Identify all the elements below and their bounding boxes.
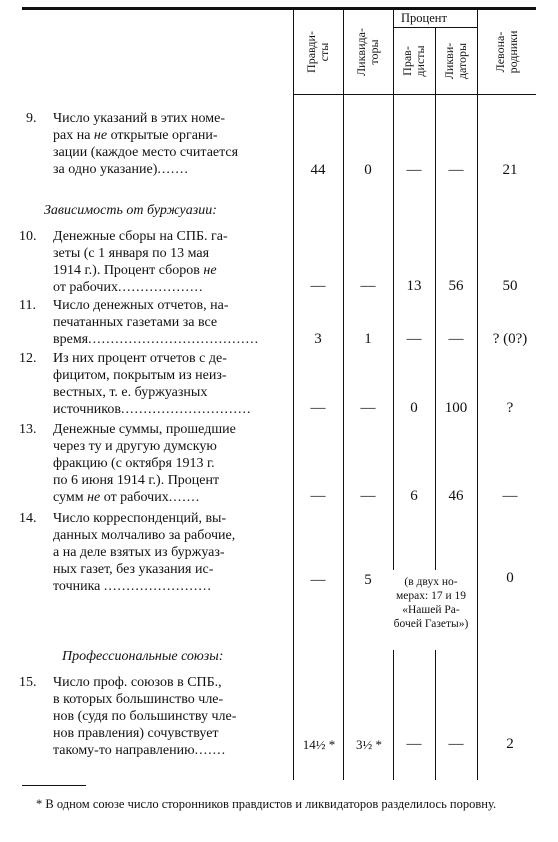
row-text-line: Число проф. союзов в СПБ., xyxy=(53,675,222,690)
row-text-line: нов правления) сочувствует xyxy=(53,726,219,741)
col-sep-4b xyxy=(435,650,436,780)
row-number: 11. xyxy=(19,298,36,313)
row-text-line: фицитом, покрытым из неиз- xyxy=(53,368,227,383)
header-procent: Процент xyxy=(401,11,447,25)
row-text-line: Из них процент отчетов с де- xyxy=(53,351,227,366)
value-cell: 56 xyxy=(448,278,464,294)
row-text-line: зеты (с 1 января по 13 мая xyxy=(53,246,210,261)
row-text-line: ных газет, без указания ис- xyxy=(53,562,214,577)
value-cell: 1 xyxy=(364,331,372,347)
value-cell: — xyxy=(406,736,422,752)
value-cell: — xyxy=(310,488,326,504)
value-cell: 3½ * xyxy=(356,737,382,752)
value-cell: 5 xyxy=(364,572,372,588)
col-sep-3b xyxy=(393,650,394,780)
header-bottom-rule xyxy=(293,94,536,95)
value-cell: — xyxy=(360,488,376,504)
value-cell: 0 xyxy=(410,400,418,416)
col-sep-2 xyxy=(343,10,344,780)
value-cell: 50 xyxy=(502,278,518,294)
row-text-line: данных молчаливо за рабочие, xyxy=(53,528,236,543)
row-number: 15. xyxy=(19,675,37,690)
row-text-line: время...................................... xyxy=(53,332,260,347)
value-cell: — xyxy=(406,162,422,178)
row-text-line: Денежные сборы на СПБ. га- xyxy=(53,229,228,244)
top-rule xyxy=(22,7,536,10)
row-number: 10. xyxy=(19,229,37,244)
row-text-line: Денежные суммы, прошедшие xyxy=(53,422,236,437)
value-cell: 6 xyxy=(410,488,418,504)
col-sep-5 xyxy=(477,10,478,780)
row-text-line: по 6 июня 1914 г.). Процент xyxy=(53,473,220,488)
value-cell: 44 xyxy=(310,162,326,178)
header-pravdisty: Правди- сты xyxy=(304,31,331,73)
value-cell: — xyxy=(448,162,464,178)
value-cell: — xyxy=(310,400,326,416)
row-text-line: такому-то направлению....... xyxy=(53,743,227,758)
value-cell: 13 xyxy=(406,278,422,294)
value-cell: — xyxy=(448,331,464,347)
row-number: 12. xyxy=(19,351,37,366)
row-text-line: точника ........................ xyxy=(53,579,212,594)
section-heading: Профессиональные союзы: xyxy=(62,649,224,664)
header-procent-pravdisty: Прав- дисты xyxy=(400,45,427,77)
value-cell: — xyxy=(360,400,376,416)
footnote: * В одном союзе число сторонников правдистов и ликвидаторов разделилось поровну. xyxy=(36,797,497,811)
value-cell: ? xyxy=(506,400,514,416)
value-cell: — xyxy=(406,331,422,347)
row-text-line: сумм не от рабочих....... xyxy=(53,490,201,505)
row-text-line: 1914 г.). Процент сборов не xyxy=(53,263,217,278)
footnote-rule xyxy=(22,785,86,786)
row-number: 9. xyxy=(26,111,37,126)
row-14-note: (в двух но- мерах: 17 и 19 «Нашей Ра- бочей Газеты») xyxy=(393,576,469,630)
value-cell: — xyxy=(360,278,376,294)
row-text-line: вестных, т. е. буржуазных xyxy=(53,385,208,400)
row-text-line: через ту и другую думскую xyxy=(53,439,217,454)
value-cell: 46 xyxy=(448,488,464,504)
value-cell: 14½ * xyxy=(302,737,336,752)
row-text-line: Число денежных отчетов, на- xyxy=(53,298,229,313)
row-text-line: от рабочих................... xyxy=(53,280,204,295)
row-text-line: источников............................. xyxy=(53,402,252,417)
value-cell: — xyxy=(502,488,518,504)
col-sep-1 xyxy=(293,10,294,780)
row-text-line: печатанных газетами за все xyxy=(53,315,218,330)
header-procent-likvidatory: Ликви- даторы xyxy=(442,42,469,80)
header-levonarodniki: Левона- родники xyxy=(493,30,520,74)
row-text-line: фракцию (с октября 1913 г. xyxy=(53,456,215,471)
value-cell: 100 xyxy=(444,400,468,416)
section-heading: Зависимость от буржуазии: xyxy=(44,203,217,218)
row-text-line: нов (судя по большинству чле- xyxy=(53,709,237,724)
row-text-line: в которых большинство чле- xyxy=(53,692,224,707)
value-cell: 21 xyxy=(502,162,518,178)
value-cell: — xyxy=(310,278,326,294)
value-cell: 0 xyxy=(506,570,514,586)
row-text-line: а на деле взятых из буржуаз- xyxy=(53,545,225,560)
value-cell: ? (0?) xyxy=(492,331,528,347)
value-cell: 3 xyxy=(314,331,322,347)
row-text-line: Число корреспонденций, вы- xyxy=(53,511,227,526)
row-text-line: за одно указание)....... xyxy=(53,162,189,177)
row-text-line: Число указаний в этих номе- xyxy=(53,111,226,126)
value-cell: — xyxy=(310,572,326,588)
value-cell: — xyxy=(448,736,464,752)
value-cell: 0 xyxy=(364,162,372,178)
value-cell: 2 xyxy=(506,736,514,752)
header-likvidatory: Ликвида- торы xyxy=(354,28,381,76)
row-text-line: зации (каждое место считается xyxy=(53,145,239,160)
row-number: 13. xyxy=(19,422,37,437)
row-text-line: рах на не открытые органи- xyxy=(53,128,218,143)
row-number: 14. xyxy=(19,511,37,526)
